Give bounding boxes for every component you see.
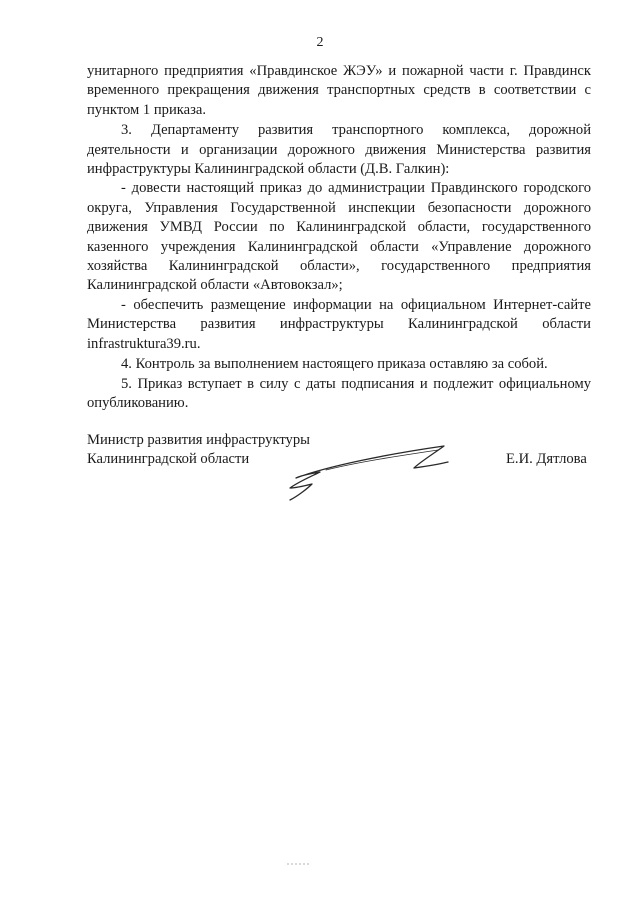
paragraph-bullet-publish: - обеспечить размещение информации на официальном Интернет-сайте Министерства развития инфраструктуры Калининградской области infrastruktura39.ru.: [87, 296, 591, 352]
signatory-position-line2: Калининградской области: [87, 451, 250, 468]
scan-artifact: [287, 862, 311, 866]
paragraph-item-4: 4. Контроль за выполнением настоящего приказа оставляю за собой.: [121, 356, 548, 373]
signatory-name: Е.И. Дятлова: [506, 451, 587, 467]
paragraph-item-5: 5. Приказ вступает в силу с даты подписания и подлежит официальному опубликованию.: [87, 375, 591, 411]
signatory-position-line1: Министр развития инфраструктуры: [87, 432, 310, 448]
document-body: [87, 62, 591, 413]
page-number: 2: [316, 35, 324, 50]
paragraph-item-3: 3. Департаменту развития транспортного комплекса, дорожной деятельности и организации дорожного движения Министерства развития инфраструктуры Калининградской области (Д.В. Галкин):: [87, 122, 591, 178]
paragraph-bullet-notify: - довести настоящий приказ до администрации Правдинского городского округа, Управления Государственной инспекции безопасности дорожного движения УМВД России по Калининградской области, государственного казенного учреждения Калининградской области «Управление дорожного хозяйства Калининградской области», государственного предприятия Калининградской области «Автовокзал»;: [87, 180, 591, 294]
handwritten-signature: [268, 438, 468, 508]
paragraph-continuation: унитарного предприятия «Правдинское ЖЭУ» и пожарной части г. Правдинск временного прекращения движения транспортных средств в соответствии с пунктом 1 приказа.: [87, 63, 591, 118]
